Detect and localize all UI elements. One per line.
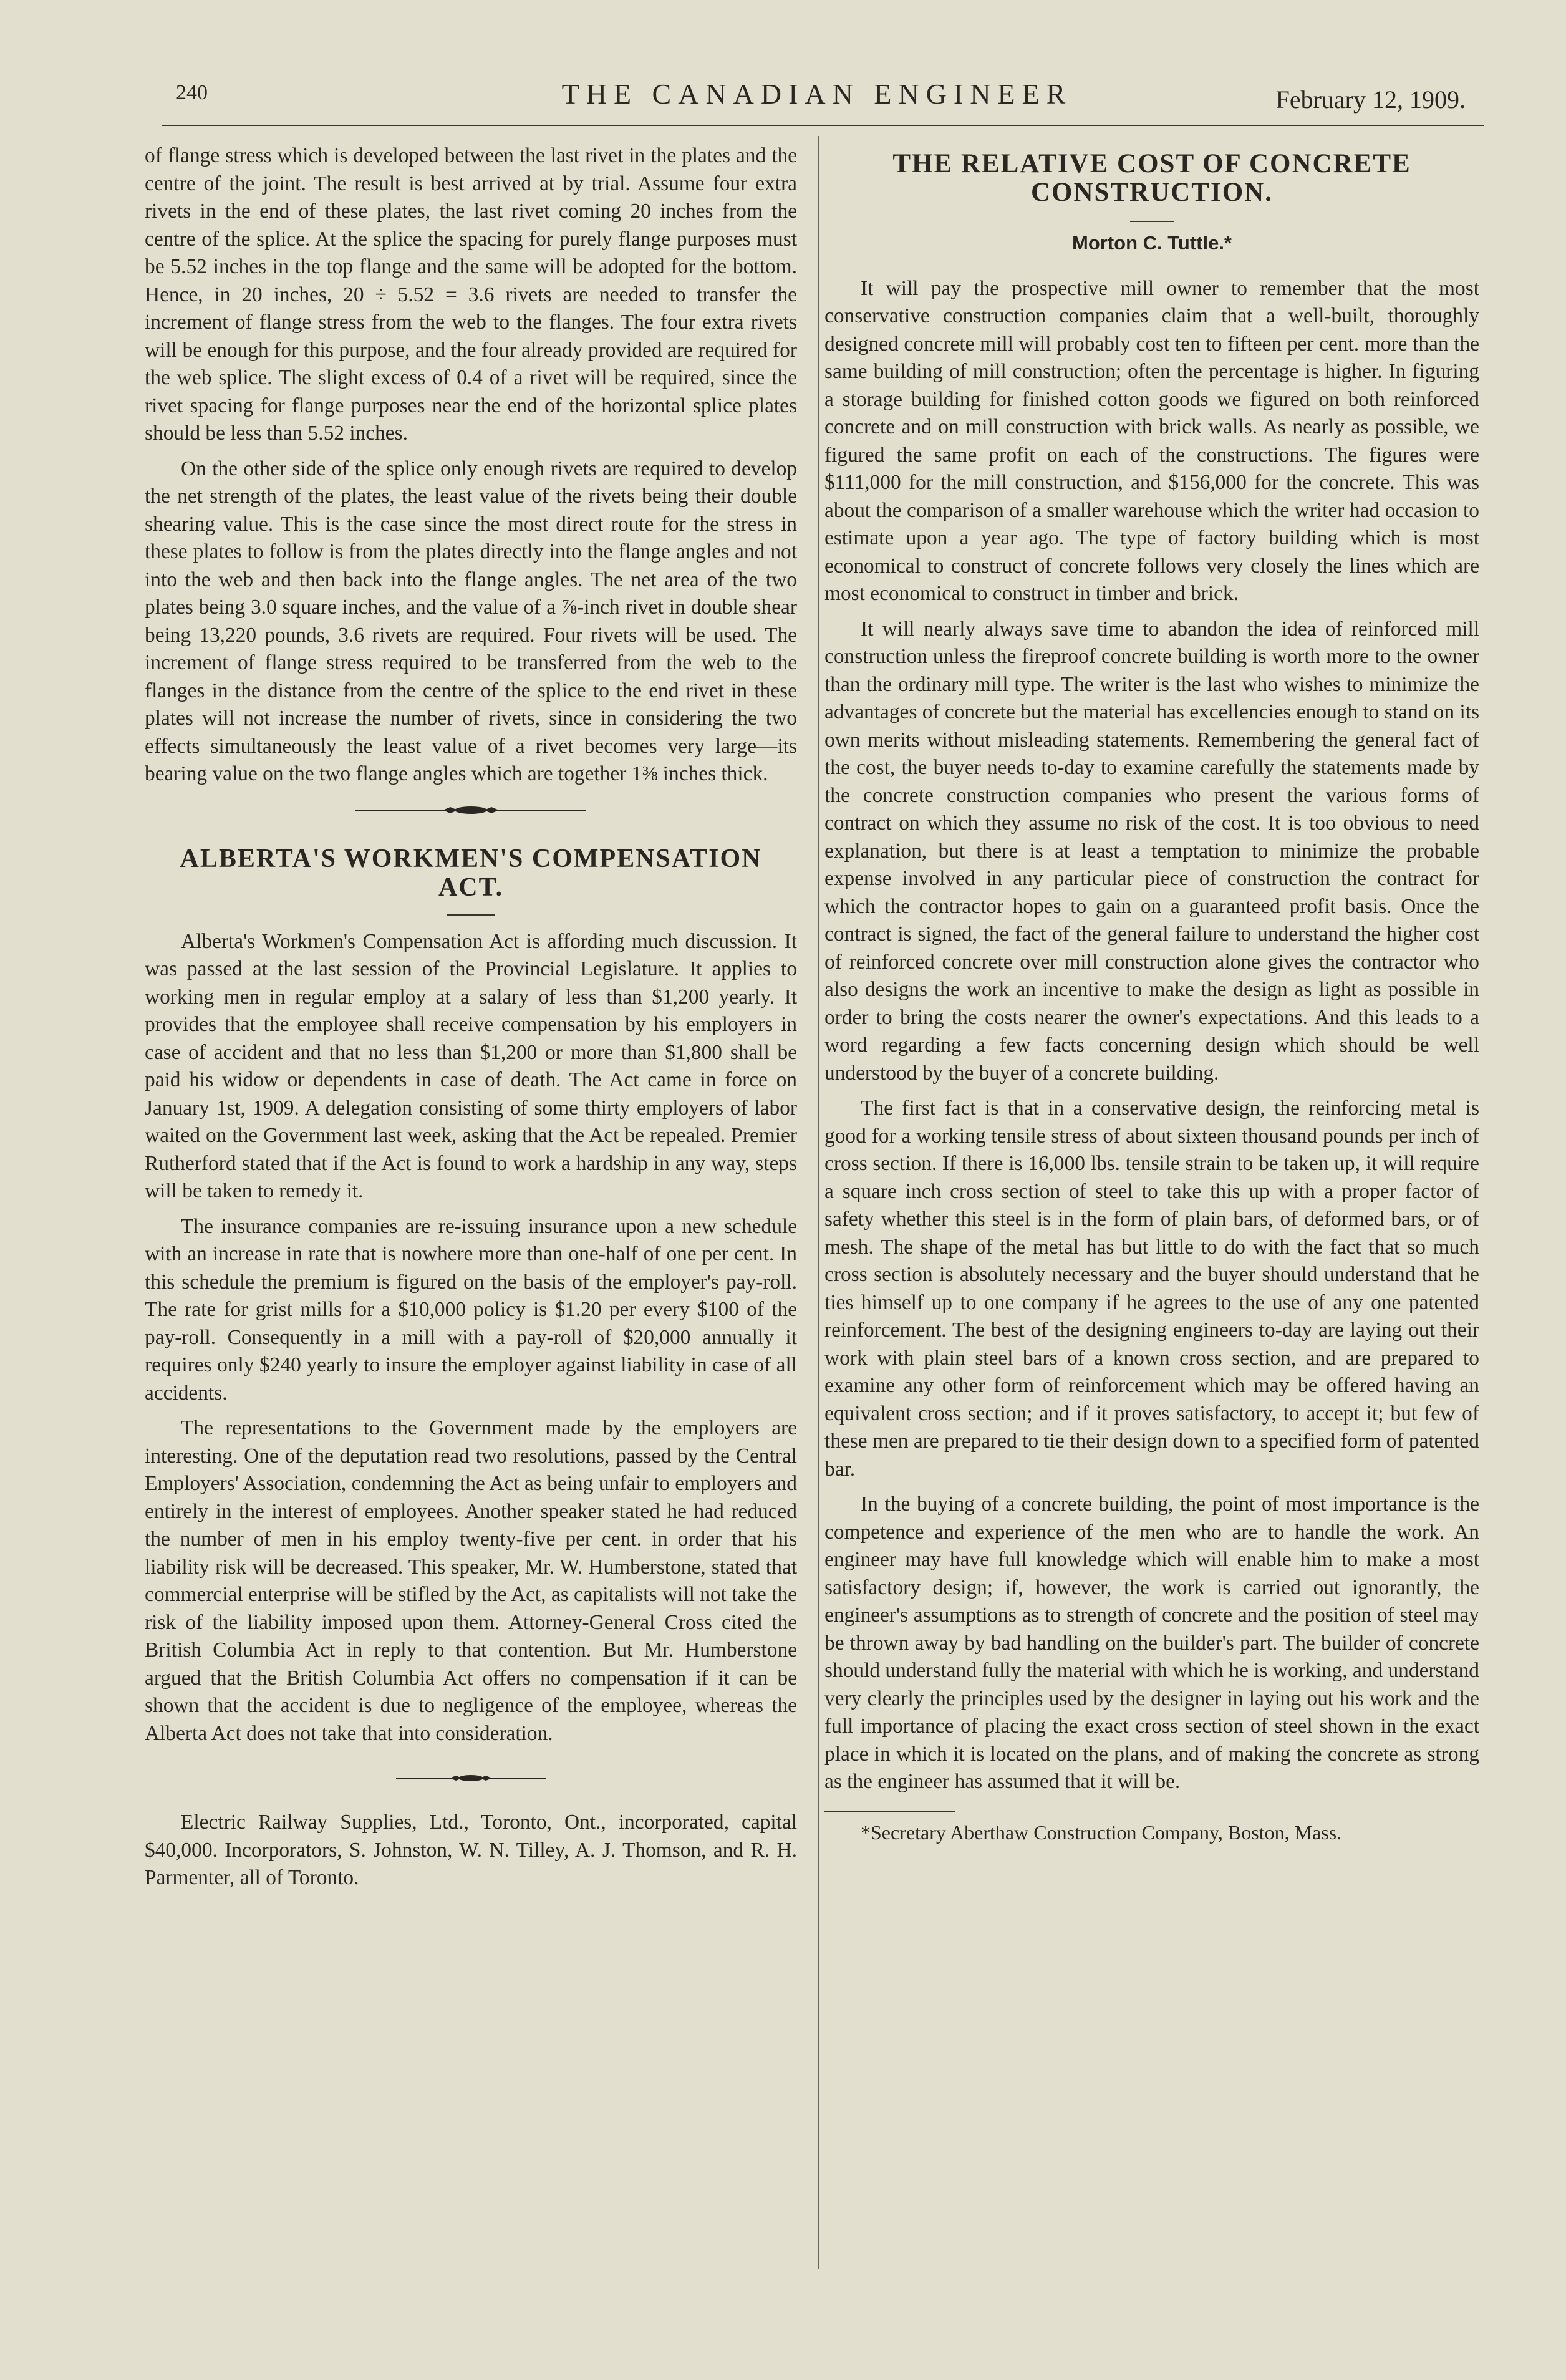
issue-date: February 12, 1909. bbox=[1275, 85, 1466, 114]
section-ornament-2 bbox=[145, 1756, 797, 1800]
footnote-rule bbox=[824, 1811, 955, 1812]
title-rule bbox=[1130, 221, 1174, 222]
alberta-paragraph-3: The representations to the Government made by the employers are interesting. One of the deputation read two resolutions, passed by the Central Employers' Association, condemning the Act as being unfair to employers and entirely in the interest of employees. Another speaker stated he had reduced the number of men in his employ twenty-five per cent. in order that his liability risk will be decreased. This speaker, Mr. W. Humberstone, stated that commercial enterprise will be stifled by the Act, as capitalists will not take the risk of the liability imposed upon them. Attorney-General Cross cited the British Columbia Act in reply to that contention. But Mr. Humberstone argued that the British Columbia Act offers no compensation if it can be shown that the accident is due to negligence of the employee, whereas the Alberta Act does not take that into consideration. bbox=[145, 1416, 797, 1745]
title-rule bbox=[447, 914, 495, 916]
header-rule bbox=[162, 125, 1484, 126]
right-column bbox=[824, 150, 1479, 1846]
alberta-paragraph-1: Alberta's Workmen's Compensation Act is affording much discussion. It was passed at the last session of the Provincial Legislature. It applies to working men in regular employ at a salary of less than $1,200 yearly. It provides that the employee shall receive compensation by his employers in case of accident and that no less than $1,200 or more than $1,800 shall be paid his widow or dependents in case of death. The Act came in force on January 1st, 1909. A delegation consisting of some thirty employers of labor waited on the Government last week, asking that the Act be repealed. Premier Rutherford stated that if the Act is found to work a hardship in any way, steps will be taken to remedy it. bbox=[145, 929, 797, 1202]
left-column bbox=[145, 142, 797, 1892]
article-byline: Morton C. Tuttle.* bbox=[1072, 232, 1232, 254]
concrete-paragraph-4: In the buying of a concrete building, the point of most importance is the competence and experience of the men who are to handle the work. An engineer may have full knowledge which will enable him to make a most satisfactory design; if, however, the work is carried out ignorantly, the engineer's assumptions as to strength of concrete and the position of steel may be thrown away by bad handling on the builder's part. The builder of concrete should understand fully the material with which he is working, and understand very clearly the principles used by the designer in laying out his work and the full importance of placing the exact cross section of steel shown in the exact place in which it is located on the plans, and of making the concrete as strong as the engineer has assumed that it will be. bbox=[824, 1492, 1479, 1793]
ornament-rule-icon bbox=[355, 804, 586, 816]
section-ornament bbox=[145, 788, 797, 832]
footnote: *Secretary Aberthaw Construction Company, Boston, Mass. bbox=[861, 1821, 1342, 1844]
alberta-article-title: ALBERTA'S WORKMEN'S COMPENSATION ACT. bbox=[180, 844, 762, 902]
column-divider bbox=[818, 136, 819, 2269]
alberta-paragraph-2: The insurance companies are re-issuing insurance upon a new schedule with an increase in rate that is nowhere more than one-half of one per cent. In this schedule the premium is figured on the basis of the employer's pay-roll. The rate for grist mills for a $10,000 policy is $1.20 per every $100 of the pay-roll. Consequently in a mill with a pay-roll of $20,000 annually it requires only $240 yearly to insure the employer against liability in case of all accidents. bbox=[145, 1214, 797, 1405]
incorporation-notice: Electric Railway Supplies, Ltd., Toronto, Ont., incorporated, capital $40,000. Incorporators, S. Johnston, W. N. Tilley, A. J. Thomson, and R. H. Parmenter, all of Toronto. bbox=[145, 1811, 797, 1889]
page-header bbox=[168, 78, 1466, 125]
concrete-article-title: THE RELATIVE COST OF CONCRETE CONSTRUCTION. bbox=[892, 149, 1411, 207]
concrete-paragraph-1: It will pay the prospective mill owner to remember that the most conservative construction companies claim that a well-built, thoroughly designed concrete mill will probably cost ten to fifteen per cent. more than the same building of mill construction; often the percentage is higher. In figuring a storage building for finished cotton goods we figured on both reinforced concrete and on mill construction with brick walls. As nearly as possible, we figured the same profit on each of the constructions. The figures were $111,000 for the mill construction, and $156,000 for the concrete. This was about the comparison of a smaller warehouse which the writer had occasion to estimate upon a year ago. The type of factory building which is most economical to construct of concrete follows very closely the lines which are most economical to construct in timber and brick. bbox=[824, 276, 1479, 605]
ornament-rule-icon bbox=[396, 1772, 546, 1784]
continued-paragraph-2: On the other side of the splice only enough rivets are required to develop the net strength of the plates, the least value of the rivets being their double shearing value. This is the case since the most direct route for the stress in these plates to follow is from the plates directly into the flange angles and not into the web and then back into the flange angles. The net area of the two plates being 3.0 square inches, and the value of a ⅞-inch rivet in double shear being 13,220 pounds, 3.6 rivets are required. Four rivets will be used. The increment of flange stress required to be transferred from the web to the flanges in the distance from the centre of the splice to the end rivet in these plates will not increase the number of rivets, since in considering the two effects simultaneously the least value of a rivet becomes very large—its bearing value on the two flange angles which are together 1⅜ inches thick. bbox=[145, 457, 797, 785]
page-number: 240 bbox=[176, 81, 208, 104]
concrete-paragraph-3: The first fact is that in a conservative design, the reinforcing metal is good for a working tensile stress of about sixteen thousand pounds per inch of cross section. If there is 16,000 lbs. tensile strain to be taken up, it will require a square inch cross section of steel to take this up with a proper factor of safety whether this steel is in the form of plain bars, of deformed bars, or of mesh. The shape of the metal has but little to do with the fact that so much cross section is absolutely necessary and the buyer should understand that he ties himself up to one company if he agrees to the use of any one patented reinforcement. The best of the designing engineers to-day are laying out their work with plain steel bars of a known cross section, and are prepared to examine any other form of reinforcement which may be offered having an equivalent cross section; and if it proves satisfactory, to accept it; but few of these men are prepared to tie their design down to a specified form of patented bar. bbox=[824, 1096, 1479, 1481]
continued-paragraph-1: of flange stress which is developed between the last rivet in the plates and the centre of the joint. The result is best arrived at by trial. Assume four extra rivets in the end of these plates, the last rivet coming 20 inches from the centre of the splice. At the splice the spacing for purely flange purposes must be 5.52 inches in the top flange and the same will be adopted for the bottom. Hence, in 20 inches, 20 ÷ 5.52 = 3.6 rivets are needed to transfer the increment of flange stress from the web to the flanges. The four extra rivets will be enough for this purpose, and the four already provided are required for the web splice. The slight excess of 0.4 of a rivet will be required, since the rivet spacing for flange purposes near the end of the horizontal splice plates should be less than 5.52 inches. bbox=[145, 144, 797, 445]
journal-title: THE CANADIAN ENGINEER bbox=[561, 78, 1073, 110]
concrete-paragraph-2: It will nearly always save time to abandon the idea of reinforced mill construction unless the fireproof concrete building is worth more to the owner than the ordinary mill type. The writer is the last who wishes to minimize the advantages of concrete but the material has excellencies enough to stand on its own merits without misleading statements. Remembering the general fact of the cost, the buyer needs to-day to examine carefully the statements made by the concrete construction companies who present the various forms of contract on which they assume no risk of the cost. It is too obvious to need explanation, but there is at least a temptation to minimize the probable expense involved in any particular piece of construction the contract for which the contractor hopes to gain on a guaranteed profit basis. Once the contract is signed, the fact of the general failure to understand the higher cost of reinforced concrete over mill construction alone gives the contractor who also designs the work an incentive to make the design as light as possible in order to bring the costs nearer the owner's expectations. And this leads to a word regarding a few facts concerning design which should be well understood by the buyer of a concrete building. bbox=[824, 617, 1479, 1085]
